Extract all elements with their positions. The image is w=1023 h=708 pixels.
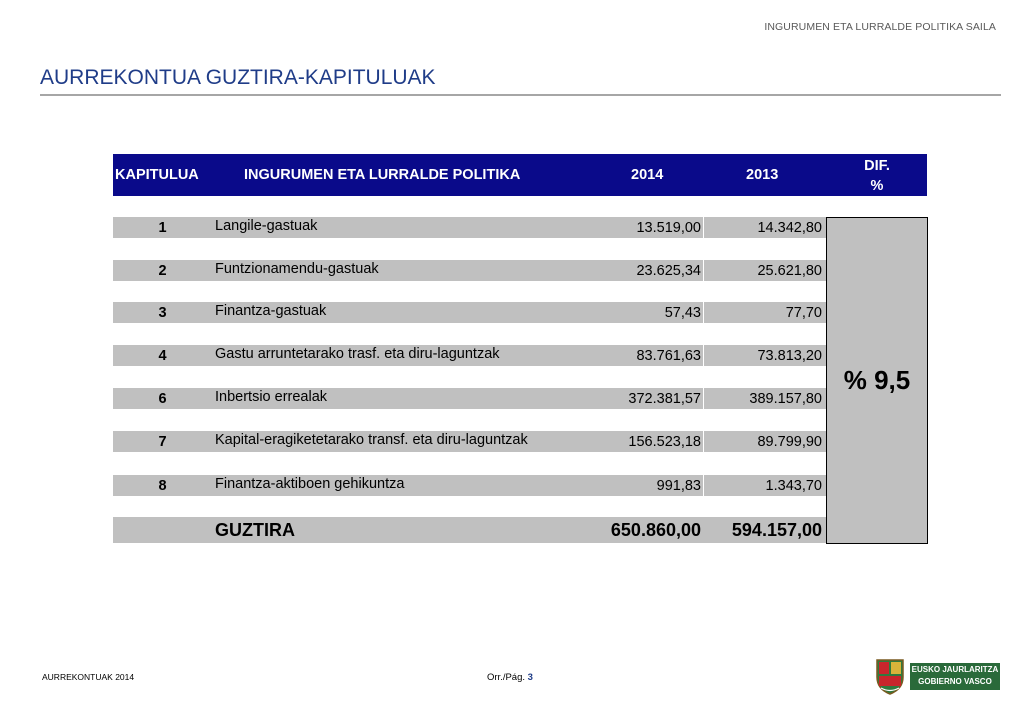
column-separator	[703, 302, 704, 323]
difference-cell	[826, 217, 928, 544]
title-divider	[40, 94, 1001, 96]
column-separator	[703, 260, 704, 281]
header-name: INGURUMEN ETA LURRALDE POLITIKA	[244, 167, 521, 183]
row-2014: 991,83	[656, 478, 701, 494]
header-2013: 2013	[746, 167, 779, 183]
table-header	[113, 154, 927, 196]
footer-page	[487, 672, 533, 683]
difference-value: % 9,5	[843, 365, 911, 395]
footer-document-name: AURREKONTUAK 2014	[42, 672, 135, 682]
total-2014: 650.860,00	[610, 520, 701, 540]
table-row	[113, 475, 826, 496]
header-dif-line1: DIF.	[864, 158, 890, 174]
row-2013: 389.157,80	[749, 391, 822, 407]
row-chapter: 7	[158, 434, 167, 450]
column-separator	[703, 431, 704, 452]
footer-page-label: Orr./Pág.	[487, 672, 526, 683]
table-row	[113, 260, 826, 281]
column-separator	[703, 345, 704, 366]
logo-text-plate	[910, 663, 1000, 690]
table-row	[113, 217, 826, 238]
row-name: Finantza-gastuak	[215, 303, 327, 319]
header-kapitulua: KAPITULUA	[115, 167, 199, 183]
row-name: Kapital-eragiketetarako transf. eta diru-laguntzak	[215, 432, 528, 448]
row-2014: 156.523,18	[628, 434, 701, 450]
column-separator	[703, 217, 704, 238]
row-name: Gastu arruntetarako trasf. eta diru-laguntzak	[215, 346, 500, 362]
row-chapter: 2	[158, 263, 167, 279]
column-separator	[703, 475, 704, 496]
row-2013: 77,70	[785, 305, 822, 321]
table-row	[113, 345, 826, 366]
basque-government-logo	[874, 657, 1002, 695]
row-chapter: 1	[158, 220, 167, 236]
row-2013: 14.342,80	[757, 220, 822, 236]
row-2013: 89.799,90	[757, 434, 822, 450]
row-2014: 23.625,34	[636, 263, 701, 279]
row-chapter: 4	[158, 348, 167, 364]
total-label: GUZTIRA	[215, 520, 295, 540]
row-2014: 57,43	[664, 305, 701, 321]
logo-line1: EUSKO JAURLARITZA	[911, 665, 999, 674]
page-title: AURREKONTUA GUZTIRA-KAPITULUAK	[40, 66, 436, 89]
table-row	[113, 388, 826, 409]
row-chapter: 8	[158, 478, 167, 494]
row-name: Funtzionamendu-gastuak	[215, 261, 379, 277]
total-row	[113, 517, 826, 543]
header-2014: 2014	[631, 167, 664, 183]
logo-line2: GOBIERNO VASCO	[918, 677, 992, 686]
row-2014: 83.761,63	[636, 348, 701, 364]
row-2013: 73.813,20	[757, 348, 822, 364]
row-chapter: 6	[158, 391, 167, 407]
table-row	[113, 431, 826, 452]
header-dif	[827, 156, 927, 196]
row-2014: 13.519,00	[636, 220, 701, 236]
column-separator	[703, 388, 704, 409]
row-2014: 372.381,57	[628, 391, 701, 407]
footer-page-number: 3	[527, 672, 533, 683]
department-header: INGURUMEN ETA LURRALDE POLITIKA SAILA	[764, 21, 996, 33]
row-chapter: 3	[158, 305, 167, 321]
coat-of-arms-icon	[874, 657, 906, 695]
row-2013: 25.621,80	[757, 263, 822, 279]
row-name: Finantza-aktiboen gehikuntza	[215, 476, 405, 492]
total-2013: 594.157,00	[731, 520, 822, 540]
row-name: Inbertsio errealak	[215, 389, 328, 405]
header-dif-line2: %	[870, 178, 884, 194]
row-2013: 1.343,70	[765, 478, 822, 494]
row-name: Langile-gastuak	[215, 218, 318, 234]
table-row	[113, 302, 826, 323]
